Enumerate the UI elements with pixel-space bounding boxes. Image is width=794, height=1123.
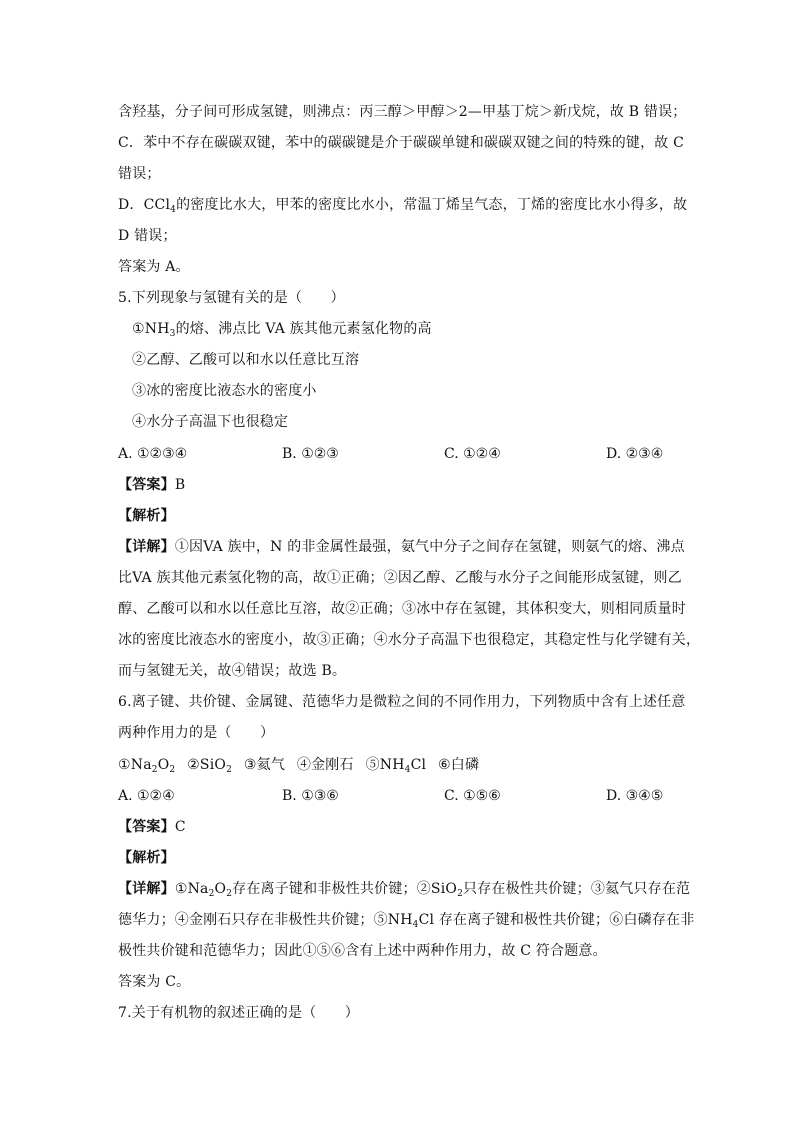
q5-answer: 【答案】B (118, 477, 186, 493)
question-6-stem: 6.离子键、共价键、金属键、范德华力是微粒之间的不同作用力，下列物质中含有上述任意 (118, 694, 686, 710)
q6-detail: 极性共价键和范德华力；因此①⑤⑥含有上述中两种作用力，故 C 符合题意。 (118, 943, 607, 959)
q5-statement-1: $①NH_3$的熔、沸点比 VA 族其他元素氢化物的高 (132, 321, 432, 339)
q6-analysis-heading: 【解析】 (118, 850, 175, 866)
q5-analysis-heading: 【解析】 (118, 508, 175, 524)
q5-option-d: D. ②③④ (606, 446, 664, 462)
q6-answer-line: 答案为 C。 (118, 974, 191, 990)
q6-option-b: B. ①③⑥ (282, 788, 339, 804)
q6-option-a: A. ①②④ (118, 788, 175, 804)
text-line: 含羟基，分子间可形成氢键，则沸点：丙三醇＞甲醇＞2—甲基丁烷＞新戊烷，故 B 错误； (118, 104, 687, 120)
q5-detail: 而与氢键无关，故④错误；故选 B。 (118, 663, 347, 679)
q5-detail: 【详解】①因VA 族中，N 的非金属性最强，氨气中分子之间存在氢键，则氨气的熔、沸点 (118, 539, 685, 555)
q5-statement-3: ③冰的密度比液态水的密度小 (132, 383, 317, 399)
q6-option-c: C. ①⑤⑥ (444, 788, 501, 804)
q5-detail: 比VA 族其他元素氢化物的高，故①正确；②因乙醇、乙酸与水分子之间能形成氢键，则乙 (118, 570, 682, 586)
q5-statement-4: ④水分子高温下也很稳定 (132, 414, 289, 430)
q6-items: $①Na_2O_2$ ②SiO$_2$ ③氦气 ④金刚石 $⑤NH_4Cl$ ⑥白磷 (118, 757, 480, 775)
question-6-stem: 两种作用力的是（ ） (118, 725, 275, 741)
q5-detail: 醇、乙酸可以和水以任意比互溶，故②正确；③冰中存在氢键，其体积变大，则相同质量时 (118, 601, 686, 617)
text-line: D 错误； (118, 228, 177, 244)
q5-option-a: A. ①②③④ (118, 446, 188, 462)
q6-option-d: D. ③④⑤ (606, 788, 664, 804)
q6-detail: 【详解】$①Na_2O_2$存在离子键和非极性共价键；②SiO$_2$只存在极性共价键；③氦气只存在范 (118, 881, 691, 899)
question-7-stem: 7.关于有机物的叙述正确的是（ ） (118, 1005, 359, 1021)
text-line: 错误； (118, 166, 161, 182)
answer-line: 答案为 A。 (118, 259, 190, 275)
q5-statement-2: ②乙醇、乙酸可以和水以任意比互溶 (132, 352, 360, 368)
q6-detail: 德华力；④金刚石只存在非极性共价键；$⑤NH_4Cl$ 存在离子键和极性共价键；⑥白磷存在非 (118, 912, 695, 930)
q6-answer: 【答案】C (118, 819, 186, 835)
text-line: D．CCl$_4$的密度比水大，甲苯的密度比水小，常温丁烯呈气态，丁烯的密度比水小得多，故 (118, 197, 688, 215)
question-5-stem: 5.下列现象与氢键有关的是（ ） (118, 290, 345, 306)
q5-option-c: C. ①②④ (444, 446, 501, 462)
q5-detail: 冰的密度比液态水的密度小，故③正确；④水分子高温下也很稳定，其稳定性与化学键有关， (118, 632, 701, 648)
text-line: C．苯中不存在碳碳双键，苯中的碳碳键是介于碳碳单键和碳碳双键之间的特殊的键，故 C (118, 135, 685, 151)
q5-option-b: B. ①②③ (282, 446, 339, 462)
